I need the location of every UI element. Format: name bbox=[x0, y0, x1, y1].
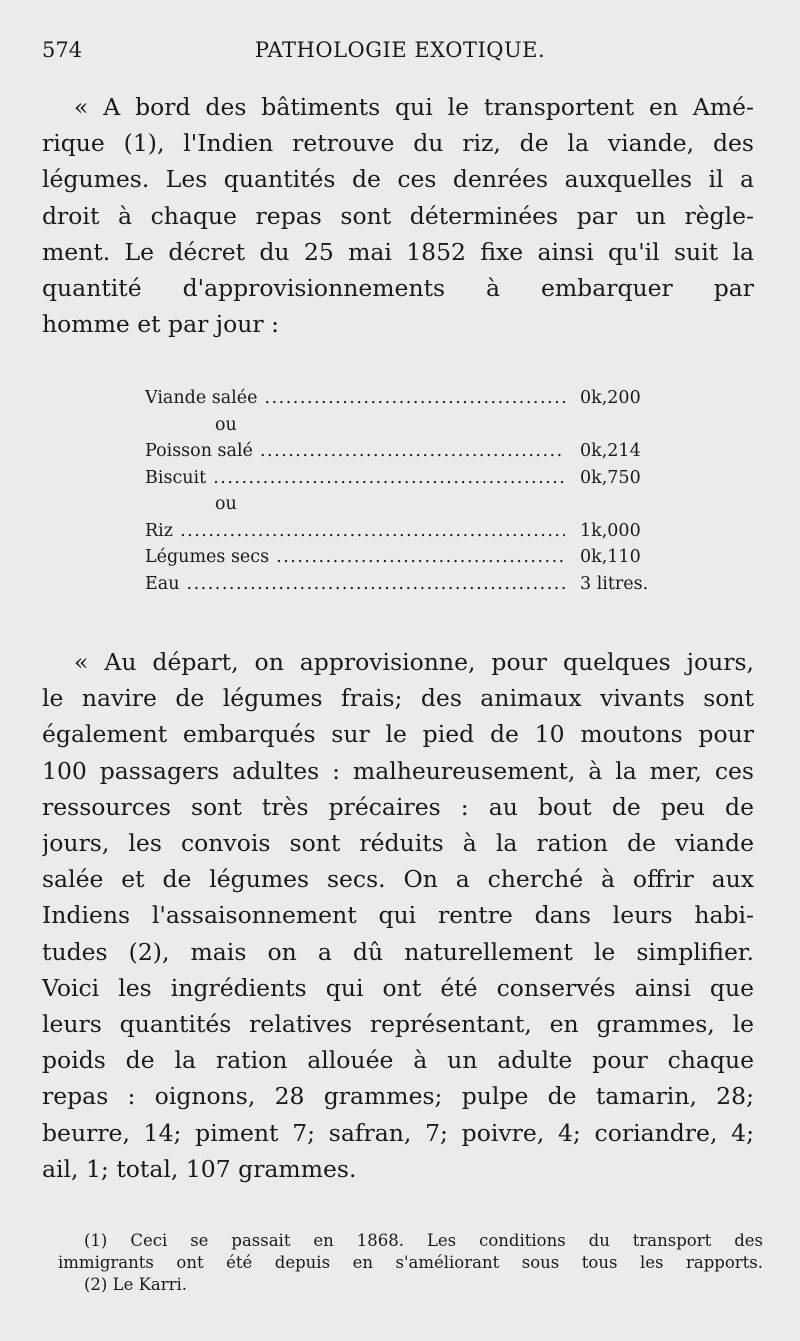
table-row-alternative bbox=[145, 412, 665, 439]
text-line: ment. Le décret du 25 mai 1852 fixe ainsi qu'il suit la bbox=[42, 237, 754, 266]
footnote-1-line: immigrants ont été depuis en s'améliorant sous tous les rapports. bbox=[58, 1253, 763, 1272]
text-line: légumes. Les quantités de ces denrées auxquelles il a bbox=[42, 165, 754, 194]
text-line: beurre, 14; piment 7; safran, 7; poivre, 4; coriandre, 4; bbox=[42, 1118, 754, 1147]
running-title: PATHOLOGIE EXOTIQUE. bbox=[254, 38, 546, 62]
text-line: poids de la ration allouée à un adulte pour chaque bbox=[42, 1046, 754, 1075]
alternative-label: ou bbox=[215, 414, 237, 435]
table-row bbox=[145, 518, 665, 545]
text-line: salée et de légumes secs. On a cherché à offrir aux bbox=[42, 865, 754, 894]
paragraph-departure bbox=[42, 644, 754, 1187]
text-line: « Au départ, on approvisionne, pour quelques jours, bbox=[74, 648, 754, 676]
item-quantity: 3 litres. bbox=[580, 573, 649, 594]
item-name: Biscuit ..... bbox=[145, 465, 565, 492]
item-quantity: 1k,000 bbox=[580, 520, 641, 541]
ration-table bbox=[145, 385, 665, 597]
text-line: homme et par jour : bbox=[42, 310, 279, 339]
text-line: repas : oignons, 28 grammes; pulpe de tamarin, 28; bbox=[42, 1082, 754, 1111]
item-quantity: 0k,750 bbox=[580, 467, 641, 488]
text-line: droit à chaque repas sont déterminées par un règle- bbox=[42, 201, 754, 230]
text-line: ressources sont très précaires : au bout de peu de bbox=[42, 792, 754, 821]
table-row bbox=[145, 438, 665, 465]
text-line: ail, 1; total, 107 grammes. bbox=[42, 1154, 357, 1183]
text-line: Indiens l'assaisonnement qui rentre dans leurs habi- bbox=[42, 901, 754, 930]
item-name: Eau ..... bbox=[145, 571, 565, 598]
page-number: 574 bbox=[42, 38, 83, 62]
text-line: « A bord des bâtiments qui le transportent en Amé- bbox=[74, 93, 754, 121]
item-name: Riz ..... bbox=[145, 518, 565, 545]
item-name: Poisson salé ..... bbox=[145, 438, 565, 465]
alternative-label: ou bbox=[215, 494, 237, 514]
text-line: quantité d'approvisionnements à embarquer par bbox=[42, 274, 754, 303]
text-line: le navire de légumes frais; des animaux vivants sont bbox=[42, 684, 754, 713]
item-name: Viande salée ..... bbox=[145, 385, 565, 412]
item-quantity: 0k,200 bbox=[580, 388, 641, 408]
text-line: également embarqués sur le pied de 10 moutons pour bbox=[42, 720, 754, 749]
table-row bbox=[145, 385, 665, 412]
text-line: rique (1), l'Indien retrouve du riz, de la viande, des bbox=[42, 129, 754, 158]
page-header bbox=[42, 38, 758, 68]
text-line: tudes (2), mais on a dû naturellement le simplifier. bbox=[42, 937, 754, 966]
item-name: Légumes secs ..... bbox=[145, 544, 565, 571]
text-line: jours, les convois sont réduits à la ration de viande bbox=[42, 829, 754, 858]
footnote-1-line: (1) Ceci se passait en 1868. Les conditions du transport des bbox=[84, 1231, 763, 1250]
item-quantity: 0k,214 bbox=[580, 441, 641, 461]
footnotes bbox=[58, 1230, 763, 1296]
footnote-2: (2) Le Karri. bbox=[84, 1275, 188, 1294]
text-line: 100 passagers adultes : malheureusement, à la mer, ces bbox=[42, 756, 754, 785]
table-row bbox=[145, 571, 665, 598]
table-row bbox=[145, 544, 665, 571]
item-quantity: 0k,110 bbox=[580, 547, 641, 567]
table-row bbox=[145, 465, 665, 492]
table-row-alternative bbox=[145, 491, 665, 518]
text-line: Voici les ingrédients qui ont été conservés ainsi que bbox=[42, 973, 754, 1002]
paragraph-intro bbox=[42, 89, 754, 342]
text-line: leurs quantités relatives représentant, en grammes, le bbox=[42, 1010, 754, 1039]
